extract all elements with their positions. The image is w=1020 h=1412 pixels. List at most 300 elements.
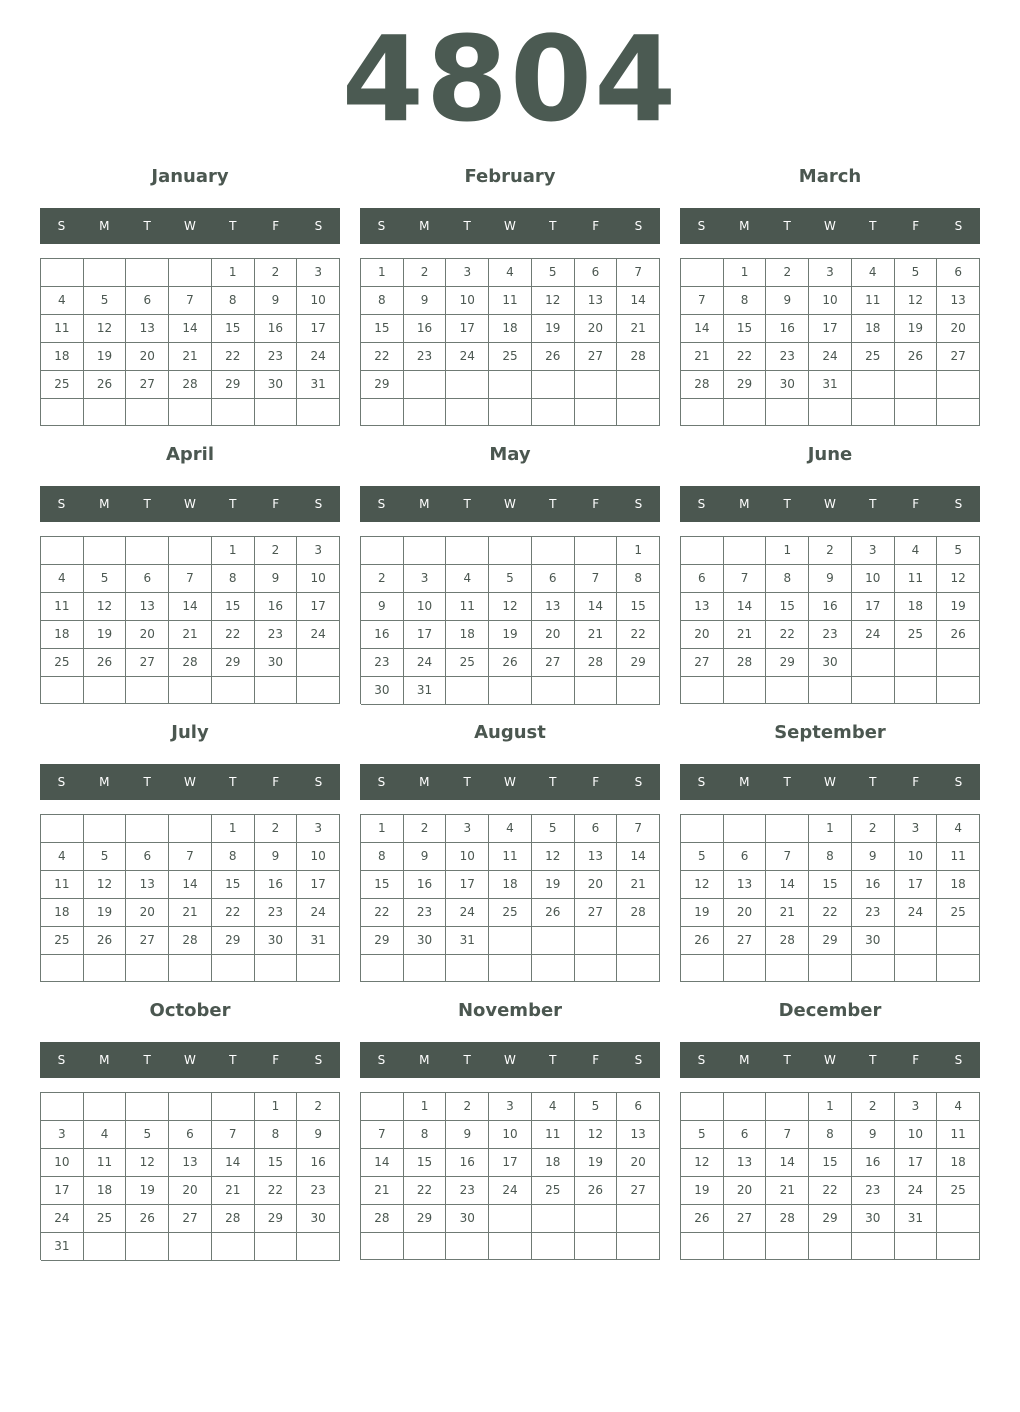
- day-cell: 3: [895, 1093, 938, 1121]
- weekday-label: M: [99, 775, 110, 789]
- day-cell: 11: [41, 593, 84, 621]
- day-cell: 25: [852, 343, 895, 371]
- weekday-label: S: [954, 775, 963, 789]
- day-cell: 31: [297, 371, 340, 399]
- day-cell: 27: [575, 899, 618, 927]
- weekday-label: T: [229, 219, 237, 233]
- weekday-label: F: [272, 497, 280, 511]
- day-cell: 25: [84, 1205, 127, 1233]
- day-cell: 27: [532, 649, 575, 677]
- empty-cell: [126, 259, 169, 287]
- day-cell: 26: [575, 1177, 618, 1205]
- empty-cell: [575, 371, 618, 399]
- day-cell: 24: [446, 343, 489, 371]
- day-cell: 20: [575, 871, 618, 899]
- day-grid: [40, 814, 340, 982]
- month-name: October: [149, 1000, 231, 1021]
- day-cell: 11: [532, 1121, 575, 1149]
- day-cell: 11: [937, 843, 980, 871]
- day-cell: 12: [681, 871, 724, 899]
- day-cell: 15: [809, 1149, 852, 1177]
- weekday-label: S: [314, 497, 323, 511]
- day-cell: 16: [766, 315, 809, 343]
- empty-cell: [681, 399, 724, 426]
- empty-cell: [809, 399, 852, 426]
- empty-cell: [809, 677, 852, 704]
- empty-cell: [446, 677, 489, 705]
- day-cell: 3: [297, 815, 340, 843]
- empty-cell: [895, 1233, 938, 1260]
- day-cell: 20: [126, 621, 169, 649]
- day-cell: 7: [617, 259, 660, 287]
- day-cell: 26: [895, 343, 938, 371]
- empty-cell: [169, 537, 212, 565]
- day-cell: 2: [404, 815, 447, 843]
- weekday-label: S: [57, 497, 66, 511]
- weekday-label: S: [314, 219, 323, 233]
- empty-cell: [41, 677, 84, 704]
- day-cell: 12: [532, 843, 575, 871]
- empty-cell: [361, 1233, 404, 1260]
- weekday-header: [360, 764, 660, 800]
- day-cell: 11: [489, 287, 532, 315]
- day-cell: 24: [895, 1177, 938, 1205]
- day-cell: 11: [895, 565, 938, 593]
- day-cell: 23: [446, 1177, 489, 1205]
- empty-cell: [361, 1093, 404, 1121]
- day-cell: 13: [126, 315, 169, 343]
- empty-cell: [852, 649, 895, 677]
- day-cell: 20: [724, 899, 767, 927]
- day-cell: 18: [937, 1149, 980, 1177]
- day-cell: 23: [809, 621, 852, 649]
- day-cell: 28: [169, 649, 212, 677]
- day-cell: 12: [895, 287, 938, 315]
- day-cell: 21: [575, 621, 618, 649]
- day-cell: 19: [895, 315, 938, 343]
- empty-cell: [212, 399, 255, 426]
- empty-cell: [724, 537, 767, 565]
- empty-cell: [84, 537, 127, 565]
- empty-cell: [169, 815, 212, 843]
- empty-cell: [126, 399, 169, 426]
- day-grid: [40, 1092, 340, 1260]
- day-cell: 5: [84, 287, 127, 315]
- day-cell: 2: [255, 815, 298, 843]
- empty-cell: [169, 399, 212, 426]
- day-cell: 19: [681, 899, 724, 927]
- empty-cell: [532, 677, 575, 705]
- day-cell: 15: [361, 871, 404, 899]
- day-cell: 26: [532, 899, 575, 927]
- day-cell: 19: [489, 621, 532, 649]
- day-cell: 16: [255, 871, 298, 899]
- day-cell: 26: [84, 371, 127, 399]
- empty-cell: [255, 955, 298, 982]
- day-cell: 30: [404, 927, 447, 955]
- day-cell: 23: [404, 899, 447, 927]
- weekday-label: F: [592, 1053, 600, 1067]
- day-grid: [680, 258, 980, 426]
- day-cell: 20: [937, 315, 980, 343]
- day-cell: 5: [681, 1121, 724, 1149]
- empty-cell: [575, 927, 618, 955]
- day-cell: 24: [852, 621, 895, 649]
- day-cell: 29: [766, 649, 809, 677]
- day-cell: 24: [404, 649, 447, 677]
- day-cell: 23: [297, 1177, 340, 1205]
- day-cell: 25: [41, 371, 84, 399]
- empty-cell: [937, 1233, 980, 1260]
- day-cell: 21: [766, 899, 809, 927]
- day-cell: 31: [41, 1233, 84, 1261]
- empty-cell: [937, 677, 980, 704]
- empty-cell: [532, 1205, 575, 1233]
- empty-cell: [126, 537, 169, 565]
- day-cell: 27: [169, 1205, 212, 1233]
- empty-cell: [297, 955, 340, 982]
- day-cell: 16: [404, 871, 447, 899]
- empty-cell: [84, 955, 127, 982]
- month-name: September: [774, 722, 886, 743]
- day-cell: 8: [404, 1121, 447, 1149]
- day-cell: 11: [852, 287, 895, 315]
- day-cell: 30: [446, 1205, 489, 1233]
- day-cell: 7: [766, 1121, 809, 1149]
- weekday-label: F: [912, 497, 920, 511]
- empty-cell: [41, 1093, 84, 1121]
- day-cell: 15: [212, 315, 255, 343]
- day-cell: 29: [404, 1205, 447, 1233]
- day-cell: 21: [212, 1177, 255, 1205]
- empty-cell: [617, 1205, 660, 1233]
- day-cell: 27: [937, 343, 980, 371]
- weekday-label: F: [912, 775, 920, 789]
- day-cell: 10: [446, 843, 489, 871]
- day-cell: 22: [361, 899, 404, 927]
- day-cell: 18: [41, 899, 84, 927]
- day-cell: 6: [126, 565, 169, 593]
- day-cell: 12: [84, 315, 127, 343]
- weekday-header: [680, 764, 980, 800]
- day-cell: 14: [724, 593, 767, 621]
- weekday-header: [40, 1042, 340, 1078]
- day-cell: 3: [489, 1093, 532, 1121]
- day-cell: 21: [169, 899, 212, 927]
- day-cell: 13: [681, 593, 724, 621]
- empty-cell: [766, 1093, 809, 1121]
- day-cell: 28: [617, 343, 660, 371]
- day-cell: 16: [297, 1149, 340, 1177]
- empty-cell: [41, 399, 84, 426]
- weekday-label: F: [272, 775, 280, 789]
- day-cell: 30: [297, 1205, 340, 1233]
- empty-cell: [126, 1233, 169, 1261]
- day-cell: 12: [84, 593, 127, 621]
- weekday-label: W: [184, 1053, 196, 1067]
- weekday-label: T: [463, 219, 471, 233]
- weekday-label: W: [824, 497, 836, 511]
- empty-cell: [852, 677, 895, 704]
- day-cell: 29: [212, 649, 255, 677]
- day-cell: 1: [766, 537, 809, 565]
- day-cell: 29: [212, 371, 255, 399]
- day-cell: 6: [532, 565, 575, 593]
- day-cell: 17: [404, 621, 447, 649]
- day-cell: 2: [361, 565, 404, 593]
- weekday-label: F: [272, 219, 280, 233]
- day-cell: 18: [84, 1177, 127, 1205]
- weekday-label: M: [739, 219, 750, 233]
- empty-cell: [852, 955, 895, 982]
- weekday-label: T: [549, 775, 557, 789]
- day-cell: 8: [255, 1121, 298, 1149]
- day-cell: 9: [297, 1121, 340, 1149]
- day-cell: 24: [297, 899, 340, 927]
- day-cell: 8: [809, 1121, 852, 1149]
- day-cell: 28: [361, 1205, 404, 1233]
- day-cell: 16: [852, 1149, 895, 1177]
- weekday-label: S: [634, 219, 643, 233]
- day-cell: 16: [404, 315, 447, 343]
- empty-cell: [361, 399, 404, 426]
- day-cell: 21: [617, 315, 660, 343]
- day-cell: 8: [212, 565, 255, 593]
- day-cell: 19: [84, 899, 127, 927]
- day-cell: 17: [297, 871, 340, 899]
- empty-cell: [404, 399, 447, 426]
- empty-cell: [575, 399, 618, 426]
- empty-cell: [126, 955, 169, 982]
- month-name: November: [457, 1000, 563, 1021]
- weekday-header: [40, 208, 340, 244]
- empty-cell: [212, 1233, 255, 1261]
- empty-cell: [41, 815, 84, 843]
- day-cell: 15: [255, 1149, 298, 1177]
- day-cell: 30: [809, 649, 852, 677]
- day-cell: 14: [169, 871, 212, 899]
- day-cell: 2: [852, 1093, 895, 1121]
- day-cell: 8: [212, 843, 255, 871]
- day-cell: 17: [809, 315, 852, 343]
- day-cell: 29: [809, 1205, 852, 1233]
- day-cell: 11: [41, 315, 84, 343]
- day-cell: 25: [532, 1177, 575, 1205]
- day-cell: 26: [126, 1205, 169, 1233]
- day-cell: 7: [766, 843, 809, 871]
- empty-cell: [852, 399, 895, 426]
- weekday-label: T: [229, 1053, 237, 1067]
- day-cell: 14: [681, 315, 724, 343]
- day-cell: 14: [361, 1149, 404, 1177]
- day-cell: 19: [532, 315, 575, 343]
- day-cell: 19: [126, 1177, 169, 1205]
- day-cell: 13: [575, 287, 618, 315]
- weekday-label: W: [824, 1053, 836, 1067]
- day-cell: 10: [489, 1121, 532, 1149]
- day-cell: 29: [361, 927, 404, 955]
- day-cell: 21: [361, 1177, 404, 1205]
- weekday-label: S: [377, 219, 386, 233]
- day-cell: 10: [297, 843, 340, 871]
- day-cell: 27: [724, 1205, 767, 1233]
- day-cell: 6: [937, 259, 980, 287]
- day-cell: 27: [126, 927, 169, 955]
- weekday-label: W: [184, 775, 196, 789]
- day-cell: 25: [937, 899, 980, 927]
- day-cell: 3: [297, 259, 340, 287]
- day-cell: 12: [937, 565, 980, 593]
- day-grid: [360, 258, 660, 426]
- day-cell: 19: [84, 621, 127, 649]
- day-cell: 9: [446, 1121, 489, 1149]
- day-cell: 20: [126, 343, 169, 371]
- day-cell: 23: [361, 649, 404, 677]
- day-cell: 23: [255, 343, 298, 371]
- day-cell: 11: [489, 843, 532, 871]
- day-cell: 24: [809, 343, 852, 371]
- empty-cell: [766, 1233, 809, 1260]
- weekday-label: S: [697, 1053, 706, 1067]
- day-cell: 10: [809, 287, 852, 315]
- day-cell: 9: [255, 287, 298, 315]
- day-cell: 30: [255, 927, 298, 955]
- day-cell: 1: [617, 537, 660, 565]
- day-cell: 24: [895, 899, 938, 927]
- empty-cell: [895, 649, 938, 677]
- empty-cell: [255, 677, 298, 704]
- day-cell: 4: [937, 815, 980, 843]
- day-cell: 6: [681, 565, 724, 593]
- day-cell: 28: [575, 649, 618, 677]
- weekday-label: W: [824, 775, 836, 789]
- empty-cell: [489, 955, 532, 982]
- day-cell: 3: [895, 815, 938, 843]
- day-cell: 16: [255, 593, 298, 621]
- weekday-header: [360, 208, 660, 244]
- day-cell: 31: [809, 371, 852, 399]
- weekday-label: T: [143, 1053, 151, 1067]
- day-cell: 30: [255, 649, 298, 677]
- empty-cell: [575, 1233, 618, 1260]
- day-cell: 29: [724, 371, 767, 399]
- empty-cell: [255, 399, 298, 426]
- weekday-label: F: [592, 775, 600, 789]
- day-cell: 28: [724, 649, 767, 677]
- day-cell: 26: [937, 621, 980, 649]
- empty-cell: [617, 371, 660, 399]
- day-cell: 12: [532, 287, 575, 315]
- day-cell: 15: [404, 1149, 447, 1177]
- day-cell: 6: [617, 1093, 660, 1121]
- day-cell: 14: [617, 287, 660, 315]
- month-name: March: [798, 166, 862, 187]
- day-cell: 17: [489, 1149, 532, 1177]
- day-cell: 19: [84, 343, 127, 371]
- day-cell: 4: [41, 843, 84, 871]
- day-cell: 13: [724, 871, 767, 899]
- weekday-label: W: [504, 775, 516, 789]
- weekday-label: S: [634, 775, 643, 789]
- weekday-label: T: [229, 775, 237, 789]
- day-cell: 18: [489, 871, 532, 899]
- day-cell: 25: [41, 649, 84, 677]
- empty-cell: [575, 1205, 618, 1233]
- day-cell: 25: [489, 343, 532, 371]
- day-cell: 13: [169, 1149, 212, 1177]
- day-cell: 14: [617, 843, 660, 871]
- day-cell: 9: [766, 287, 809, 315]
- empty-cell: [937, 955, 980, 982]
- day-cell: 9: [361, 593, 404, 621]
- day-cell: 24: [297, 621, 340, 649]
- day-cell: 22: [255, 1177, 298, 1205]
- weekday-header: [40, 486, 340, 522]
- day-cell: 10: [895, 1121, 938, 1149]
- empty-cell: [895, 677, 938, 704]
- day-cell: 4: [489, 259, 532, 287]
- empty-cell: [404, 955, 447, 982]
- day-cell: 22: [404, 1177, 447, 1205]
- empty-cell: [212, 955, 255, 982]
- day-cell: 22: [212, 621, 255, 649]
- empty-cell: [766, 677, 809, 704]
- day-cell: 27: [617, 1177, 660, 1205]
- empty-cell: [489, 399, 532, 426]
- day-cell: 18: [446, 621, 489, 649]
- day-cell: 25: [937, 1177, 980, 1205]
- month-name: January: [151, 166, 229, 187]
- empty-cell: [41, 537, 84, 565]
- empty-cell: [169, 259, 212, 287]
- day-cell: 5: [84, 843, 127, 871]
- weekday-label: M: [739, 775, 750, 789]
- empty-cell: [575, 677, 618, 705]
- empty-cell: [724, 399, 767, 426]
- empty-cell: [724, 1093, 767, 1121]
- day-cell: 28: [766, 1205, 809, 1233]
- day-cell: 20: [724, 1177, 767, 1205]
- day-cell: 6: [126, 287, 169, 315]
- day-cell: 29: [617, 649, 660, 677]
- weekday-label: S: [634, 1053, 643, 1067]
- empty-cell: [489, 1205, 532, 1233]
- weekday-label: T: [783, 775, 791, 789]
- day-cell: 26: [84, 927, 127, 955]
- empty-cell: [617, 927, 660, 955]
- day-cell: 17: [446, 315, 489, 343]
- day-cell: 2: [404, 259, 447, 287]
- day-grid: [360, 814, 660, 982]
- day-cell: 18: [937, 871, 980, 899]
- day-cell: 17: [41, 1177, 84, 1205]
- day-cell: 19: [575, 1149, 618, 1177]
- day-cell: 21: [724, 621, 767, 649]
- day-cell: 9: [255, 565, 298, 593]
- day-cell: 28: [617, 899, 660, 927]
- day-cell: 11: [446, 593, 489, 621]
- day-cell: 6: [126, 843, 169, 871]
- weekday-label: F: [912, 1053, 920, 1067]
- empty-cell: [84, 677, 127, 704]
- day-cell: 27: [724, 927, 767, 955]
- day-grid: [40, 536, 340, 704]
- empty-cell: [446, 955, 489, 982]
- day-cell: 23: [404, 343, 447, 371]
- day-cell: 23: [255, 621, 298, 649]
- weekday-label: W: [184, 497, 196, 511]
- empty-cell: [681, 259, 724, 287]
